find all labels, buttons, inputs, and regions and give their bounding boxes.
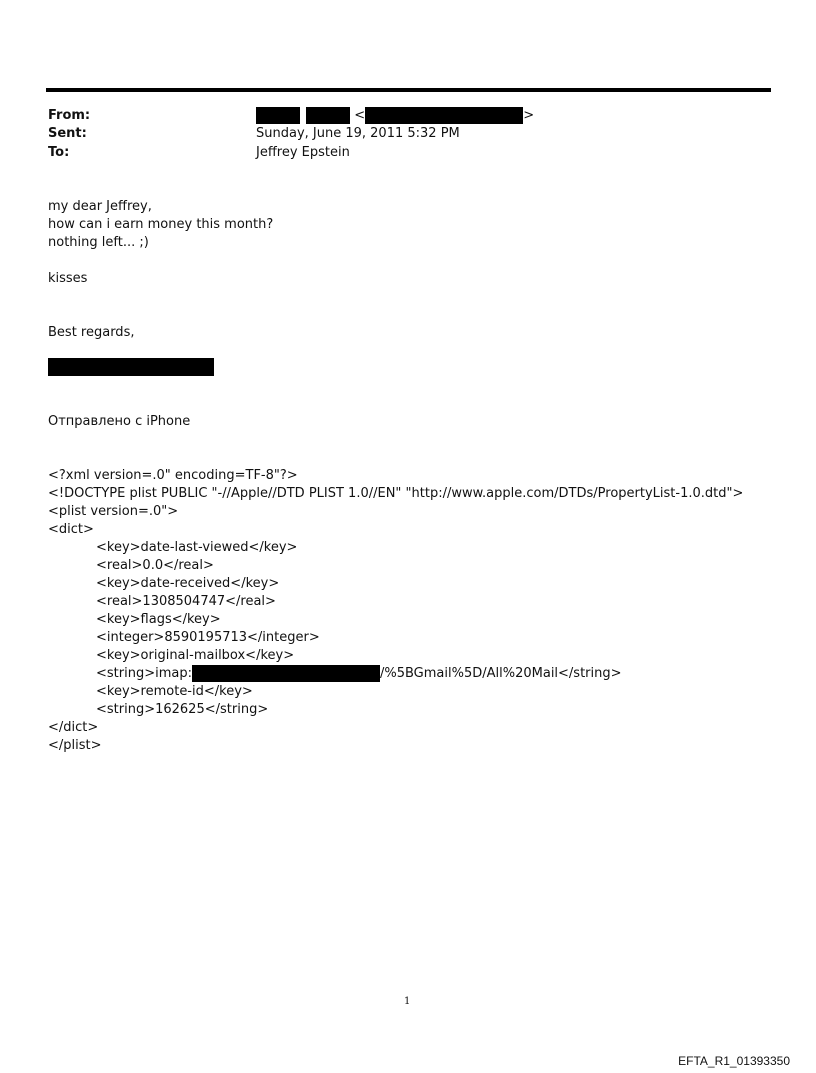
imap-suffix: /%5BGmail%5D/All%20Mail</string>: [379, 666, 622, 681]
message-line: nothing left... ;): [48, 235, 149, 250]
message-line: how can i earn money this month?: [48, 217, 274, 232]
plist-entry: <key>date-received</key>: [96, 576, 280, 591]
plist-open: <plist version=.0">: [48, 504, 179, 519]
redaction-block: [256, 107, 300, 124]
plist-entry: <integer>8590195713</integer>: [96, 630, 320, 645]
from-close-bracket: >: [523, 108, 535, 123]
signoff: Best regards,: [48, 325, 135, 340]
message-line: my dear Jeffrey,: [48, 199, 152, 214]
plist-entry: <key>date-last-viewed</key>: [96, 540, 298, 555]
from-open-bracket: <: [354, 108, 366, 123]
from-value: [256, 107, 534, 125]
page-number: 1: [404, 996, 411, 1007]
dict-close: </dict>: [48, 720, 99, 735]
to-value: Jeffrey Epstein: [256, 145, 350, 160]
redaction-block: [365, 107, 523, 124]
redaction-block: [306, 107, 350, 124]
plist-xml-decl: <?xml version=.0" encoding=TF-8"?>: [48, 468, 298, 483]
plist-entry: <key>original-mailbox</key>: [96, 648, 295, 663]
plist-entry: <real>0.0</real>: [96, 558, 214, 573]
header-rule: [46, 88, 771, 92]
sent-label: Sent:: [48, 126, 87, 141]
plist-entry: <key>flags</key>: [96, 612, 221, 627]
from-label: From:: [48, 108, 91, 123]
signature-redaction: [48, 358, 214, 376]
plist-close: </plist>: [48, 738, 102, 753]
dict-open: <dict>: [48, 522, 94, 537]
imap-prefix: <string>imap:: [96, 666, 192, 681]
message-kisses: kisses: [48, 271, 88, 286]
sent-from-signature: Отправлено с iPhone: [48, 414, 191, 429]
plist-imap-line: [96, 665, 622, 683]
redaction-block: [192, 665, 380, 682]
plist-entry: <string>162625</string>: [96, 702, 269, 717]
bates-number: EFTA_R1_01393350: [678, 1054, 790, 1068]
to-label: To:: [48, 145, 70, 160]
sent-value: Sunday, June 19, 2011 5:32 PM: [256, 126, 460, 141]
plist-doctype: <!DOCTYPE plist PUBLIC "-//Apple//DTD PLIST 1.0//EN" "http://www.apple.com/DTDs/PropertyList-1.0.dtd">: [48, 486, 744, 501]
plist-entry: <real>1308504747</real>: [96, 594, 276, 609]
plist-entry: <key>remote-id</key>: [96, 684, 253, 699]
